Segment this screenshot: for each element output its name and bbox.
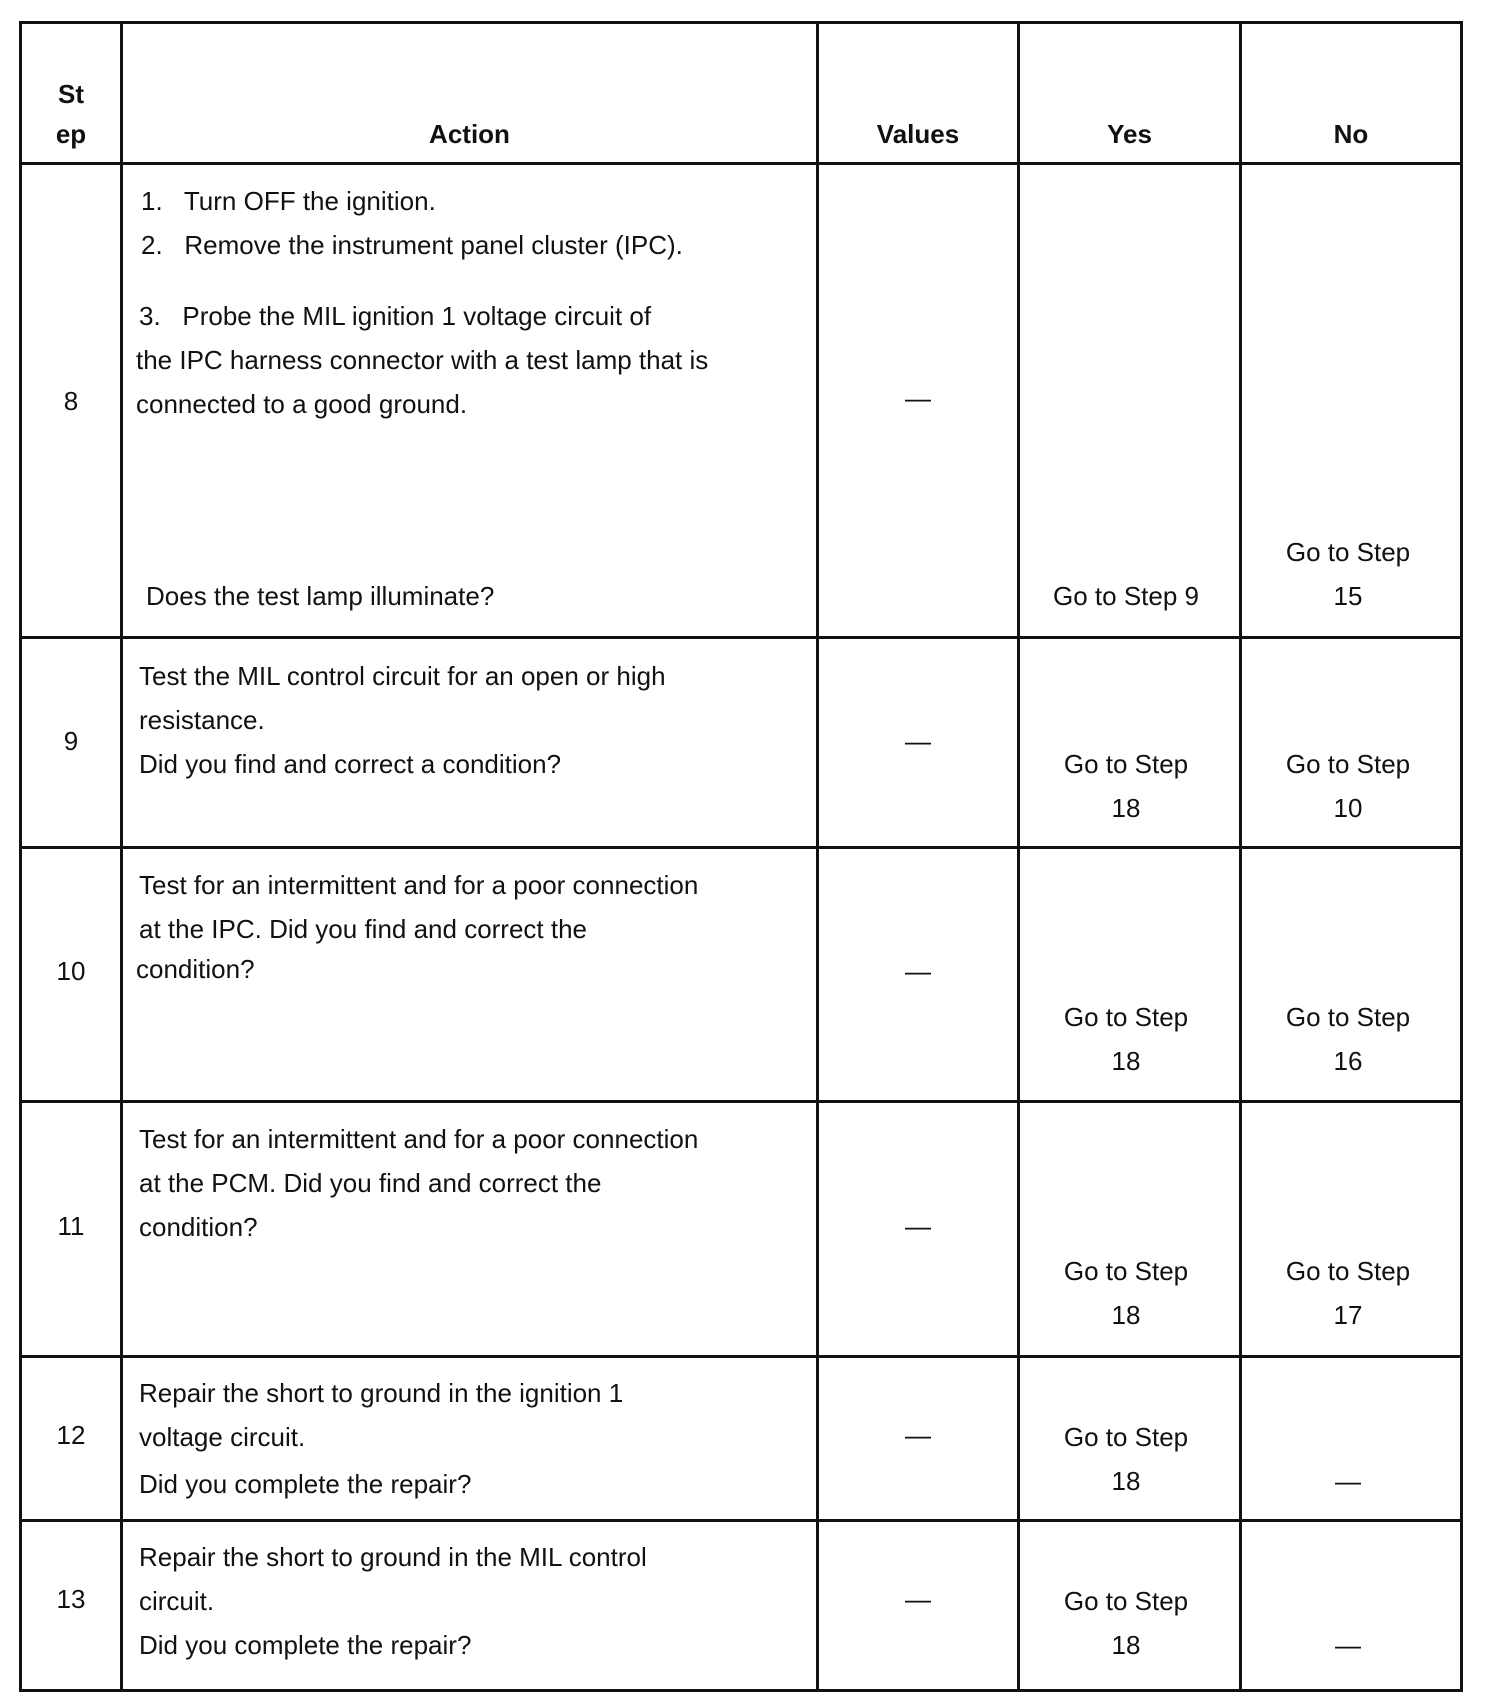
values-cell: —	[905, 383, 931, 413]
row-divider	[19, 846, 1463, 849]
yes-cell: 18	[1111, 1630, 1141, 1660]
values-cell: —	[905, 956, 931, 986]
row-divider	[19, 1355, 1463, 1358]
step-number: 11	[57, 1211, 85, 1241]
header-step-line1: St	[58, 79, 84, 109]
row-divider	[19, 636, 1463, 639]
action-text: resistance.	[139, 705, 265, 735]
no-cell: Go to Step	[1285, 1002, 1411, 1032]
action-text: Repair the short to ground in the MIL control	[139, 1542, 647, 1572]
table-border-top	[19, 21, 1463, 24]
yes-cell: Go to Step 9	[1053, 581, 1199, 611]
action-text: 1. Turn OFF the ignition.	[141, 186, 436, 216]
header-yes: Yes	[1107, 119, 1152, 149]
row-divider	[19, 162, 1463, 165]
row-divider	[19, 1519, 1463, 1522]
step-number: 9	[63, 726, 79, 756]
no-cell: Go to Step	[1285, 749, 1411, 779]
yes-cell: Go to Step	[1063, 1256, 1189, 1286]
action-text: Repair the short to ground in the ignition 1	[139, 1378, 624, 1408]
step-number: 8	[63, 386, 79, 416]
action-text: 3. Probe the MIL ignition 1 voltage circuit of	[139, 301, 652, 331]
no-cell: 16	[1333, 1046, 1363, 1076]
action-text: condition?	[136, 954, 255, 984]
column-divider	[120, 21, 123, 1692]
step-number: 12	[56, 1420, 86, 1450]
yes-cell: 18	[1111, 1046, 1141, 1076]
header-action: Action	[429, 119, 510, 149]
yes-cell: 18	[1111, 793, 1141, 823]
yes-cell: Go to Step	[1063, 1422, 1189, 1452]
action-text: condition?	[139, 1212, 258, 1242]
yes-cell: Go to Step	[1063, 749, 1189, 779]
action-text: Test for an intermittent and for a poor connection	[139, 870, 699, 900]
row-divider	[19, 1100, 1463, 1103]
yes-cell: Go to Step	[1063, 1002, 1189, 1032]
action-text: Does the test lamp illuminate?	[146, 581, 495, 611]
column-divider	[1239, 21, 1242, 1692]
no-cell: —	[1335, 1630, 1361, 1660]
action-text: Did you complete the repair?	[139, 1469, 472, 1499]
no-cell: —	[1335, 1466, 1361, 1496]
yes-cell: Go to Step	[1063, 1586, 1189, 1616]
action-text: the IPC harness connector with a test lamp that is	[136, 345, 709, 375]
action-text: voltage circuit.	[139, 1422, 306, 1452]
header-no: No	[1333, 119, 1369, 149]
no-cell: Go to Step	[1285, 537, 1411, 567]
action-text: Test the MIL control circuit for an open or high	[139, 661, 666, 691]
action-text: at the IPC. Did you find and correct the	[139, 914, 588, 944]
values-cell: —	[905, 1584, 931, 1614]
action-text: Did you find and correct a condition?	[139, 749, 562, 779]
header-values: Values	[876, 119, 960, 149]
no-cell: Go to Step	[1285, 1256, 1411, 1286]
no-cell: 10	[1333, 793, 1363, 823]
action-text: Test for an intermittent and for a poor connection	[139, 1124, 699, 1154]
header-step-line2: ep	[55, 119, 87, 149]
step-number: 10	[56, 956, 86, 986]
table-border-bottom	[19, 1689, 1463, 1692]
diagnostic-table	[19, 21, 1463, 1692]
action-text: connected to a good ground.	[136, 389, 468, 419]
values-cell: —	[905, 1420, 931, 1450]
values-cell: —	[905, 1211, 931, 1241]
values-cell: —	[905, 726, 931, 756]
no-cell: 17	[1333, 1300, 1363, 1330]
step-number: 13	[56, 1584, 86, 1614]
action-text: 2. Remove the instrument panel cluster (IPC).	[141, 230, 683, 260]
table-border-right	[1460, 21, 1463, 1692]
action-text: at the PCM. Did you find and correct the	[139, 1168, 602, 1198]
action-text: Did you complete the repair?	[139, 1630, 472, 1660]
yes-cell: 18	[1111, 1466, 1141, 1496]
no-cell: 15	[1333, 581, 1363, 611]
action-text: circuit.	[139, 1586, 215, 1616]
yes-cell: 18	[1111, 1300, 1141, 1330]
